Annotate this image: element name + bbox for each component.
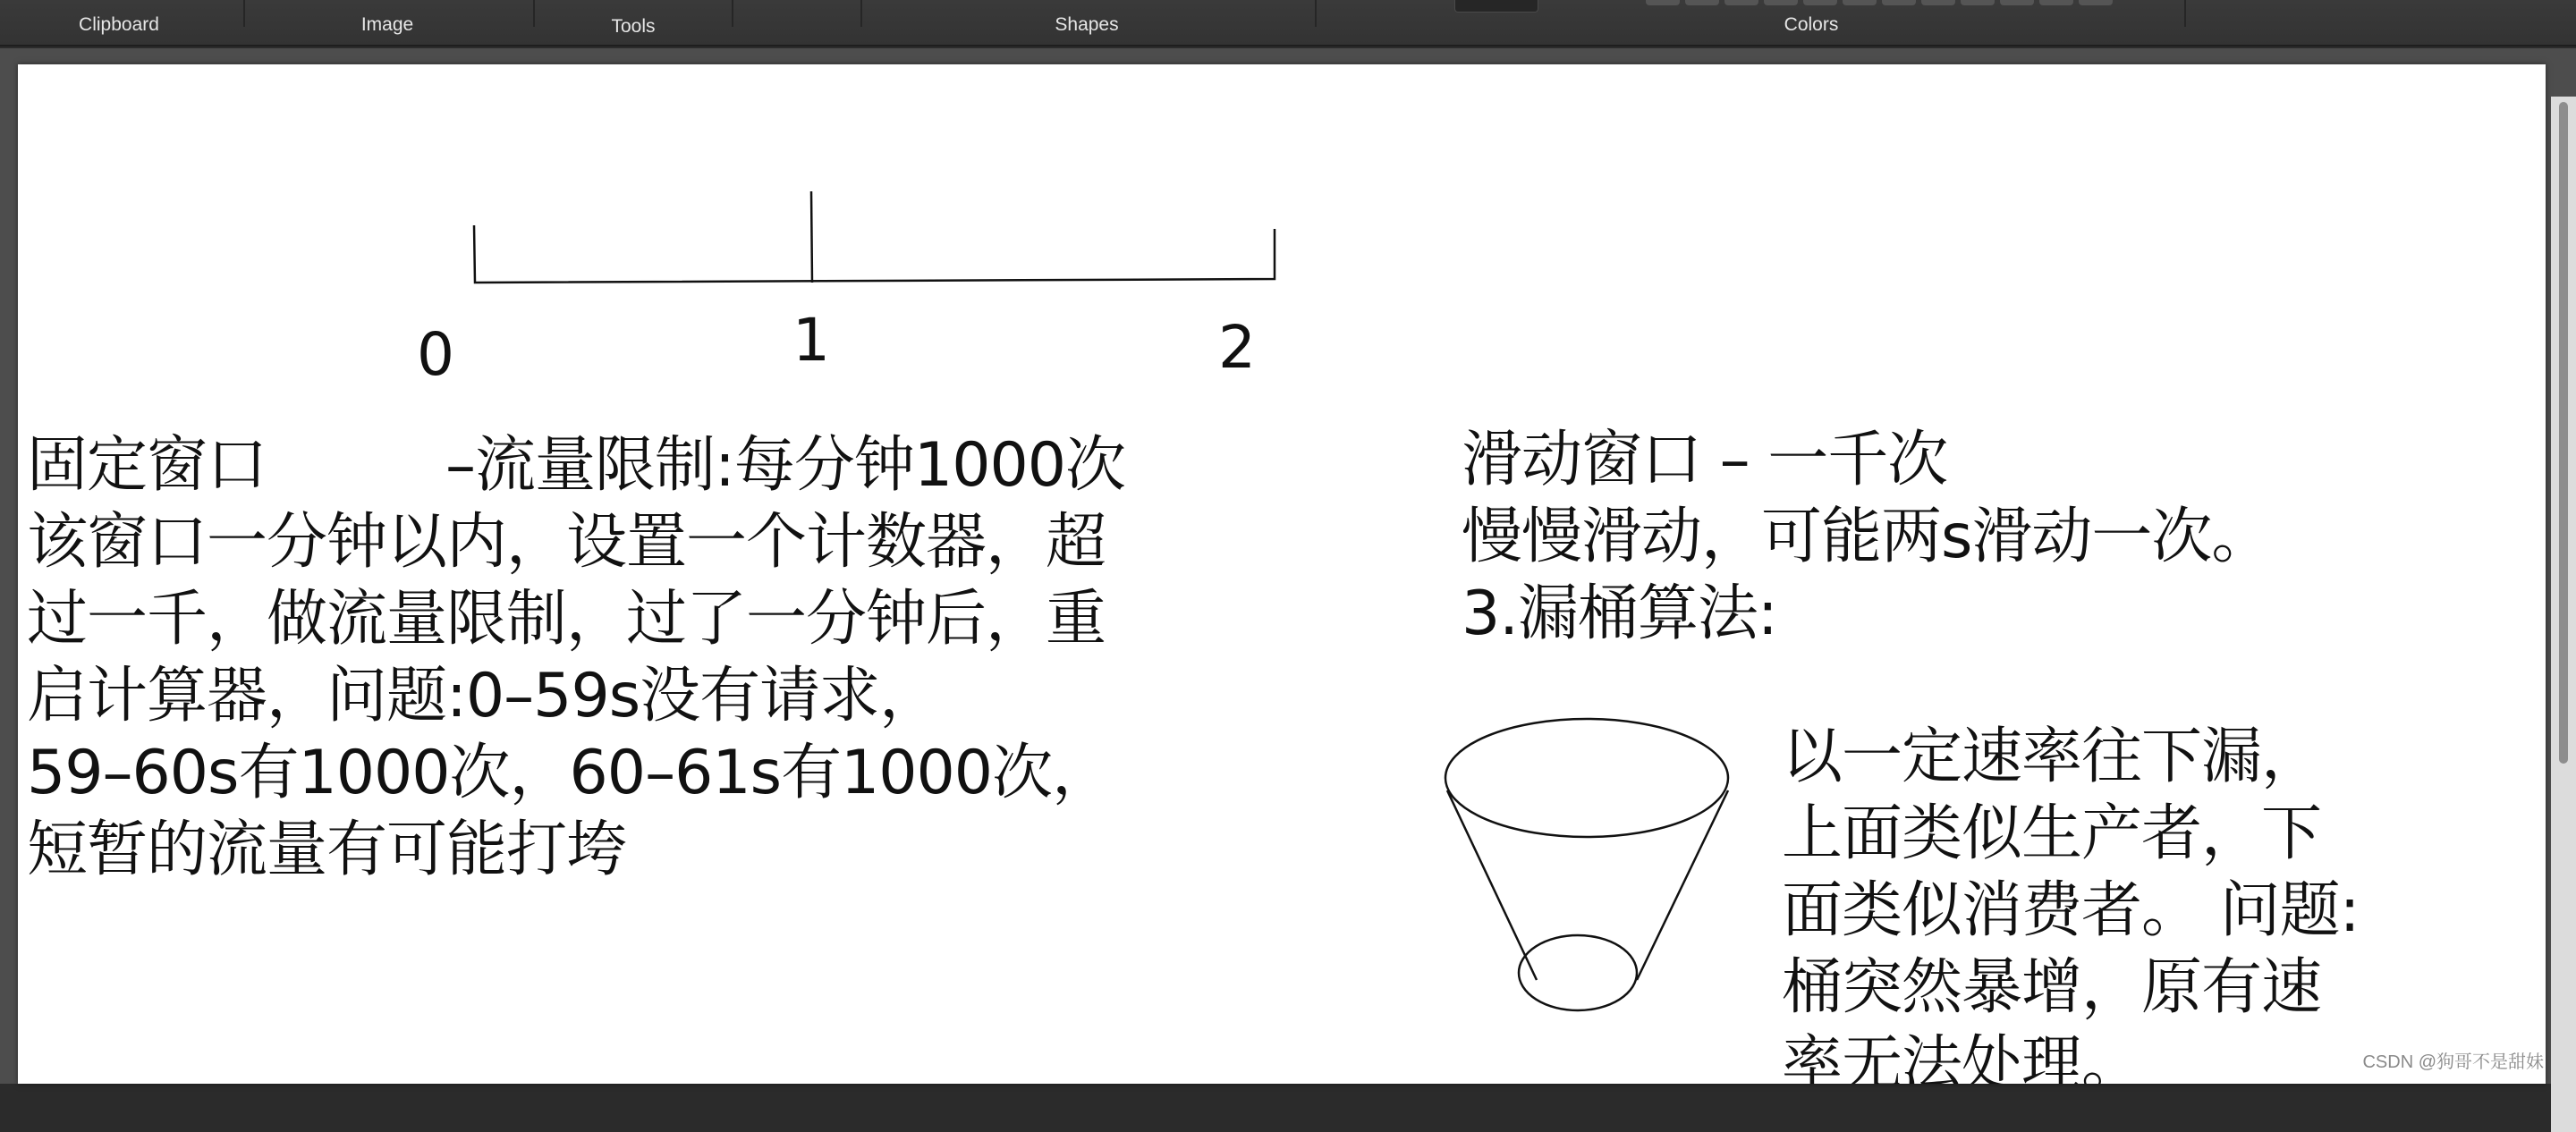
sliding-window-text bbox=[1462, 422, 2271, 653]
image-group-label[interactable]: Image bbox=[361, 14, 413, 36]
timeline-drawing bbox=[18, 64, 2546, 422]
watermark: CSDN @狗哥不是甜妹 bbox=[2362, 1047, 2544, 1073]
bucket-drawing bbox=[1431, 672, 1843, 1048]
sliding-window-title: 滑动窗口 – 一千次 bbox=[1462, 422, 2271, 499]
fixed-window-line: 该窗口一分钟以内，设置一个计数器，超 bbox=[27, 504, 1125, 581]
leaky-bucket-text bbox=[1782, 719, 2360, 1084]
ribbon-divider bbox=[1315, 0, 1317, 27]
timeline-label-1: 1 bbox=[792, 306, 830, 375]
color-swatch[interactable] bbox=[1685, 0, 1719, 5]
size-selector[interactable] bbox=[1454, 0, 1538, 13]
ribbon-divider bbox=[732, 0, 733, 27]
fixed-window-line: 短暂的流量有可能打垮 bbox=[27, 812, 1125, 889]
fixed-window-title: 固定窗口 bbox=[27, 430, 267, 501]
leaky-bucket-line: 以一定速率往下漏， bbox=[1782, 719, 2360, 796]
color-swatch[interactable] bbox=[1646, 0, 1680, 5]
clipboard-group-label[interactable]: Clipboard bbox=[79, 14, 159, 36]
leaky-bucket-line: 面类似消费者。 问题: bbox=[1782, 873, 2360, 950]
shapes-group-label[interactable]: Shapes bbox=[1055, 14, 1118, 36]
leaky-bucket-heading: 3.漏桶算法: bbox=[1462, 576, 2271, 653]
ribbon-divider bbox=[243, 0, 245, 27]
scrollbar-thumb[interactable] bbox=[2559, 102, 2568, 764]
color-swatch[interactable] bbox=[1803, 0, 1837, 5]
ribbon-divider bbox=[533, 0, 535, 27]
fixed-window-line: 过一千，做流量限制，过了一分钟后，重 bbox=[27, 581, 1125, 658]
tools-group-label[interactable]: Tools bbox=[611, 16, 655, 38]
color-swatch[interactable] bbox=[2079, 0, 2113, 5]
timeline-axis bbox=[474, 225, 1275, 283]
leaky-bucket-line: 桶突然暴增，原有速 bbox=[1782, 950, 2360, 1026]
color-swatch[interactable] bbox=[1961, 0, 1995, 5]
vertical-scrollbar[interactable] bbox=[2551, 97, 2576, 1132]
timeline-label-0: 0 bbox=[417, 320, 454, 389]
timeline-tick bbox=[811, 191, 812, 283]
bucket-top-rim bbox=[1445, 719, 1728, 837]
color-swatch[interactable] bbox=[2039, 0, 2073, 5]
ribbon-divider bbox=[2184, 0, 2186, 27]
drawing-canvas[interactable] bbox=[18, 64, 2546, 1084]
leaky-bucket-line: 上面类似生产者，下 bbox=[1782, 796, 2360, 873]
ribbon-divider bbox=[860, 0, 862, 27]
fixed-window-rule: –流量限制:每分钟1000次 bbox=[445, 430, 1125, 501]
colors-group-label[interactable]: Colors bbox=[1784, 14, 1839, 36]
timeline-label-2: 2 bbox=[1218, 313, 1256, 382]
fixed-window-line: 59–60s有1000次，60–61s有1000次， bbox=[27, 735, 1125, 812]
color-swatch[interactable] bbox=[2000, 0, 2034, 5]
color-swatch[interactable] bbox=[1724, 0, 1758, 5]
color-swatch[interactable] bbox=[1921, 0, 1955, 5]
sliding-window-line: 慢慢滑动，可能两s滑动一次。 bbox=[1462, 499, 2271, 576]
color-swatch[interactable] bbox=[1843, 0, 1877, 5]
fixed-window-text bbox=[27, 427, 1125, 889]
bucket-right-side bbox=[1637, 790, 1728, 980]
bucket-bottom bbox=[1519, 935, 1637, 1010]
canvas-workspace bbox=[0, 48, 2576, 1084]
color-swatch[interactable] bbox=[1764, 0, 1798, 5]
color-swatch[interactable] bbox=[1882, 0, 1916, 5]
leaky-bucket-line: 率无法处理。 bbox=[1782, 1026, 2360, 1084]
fixed-window-line: 启计算器，问题:0–59s没有请求， bbox=[27, 658, 1125, 735]
ribbon-toolbar bbox=[0, 0, 2576, 46]
bucket-left-side bbox=[1447, 790, 1537, 980]
